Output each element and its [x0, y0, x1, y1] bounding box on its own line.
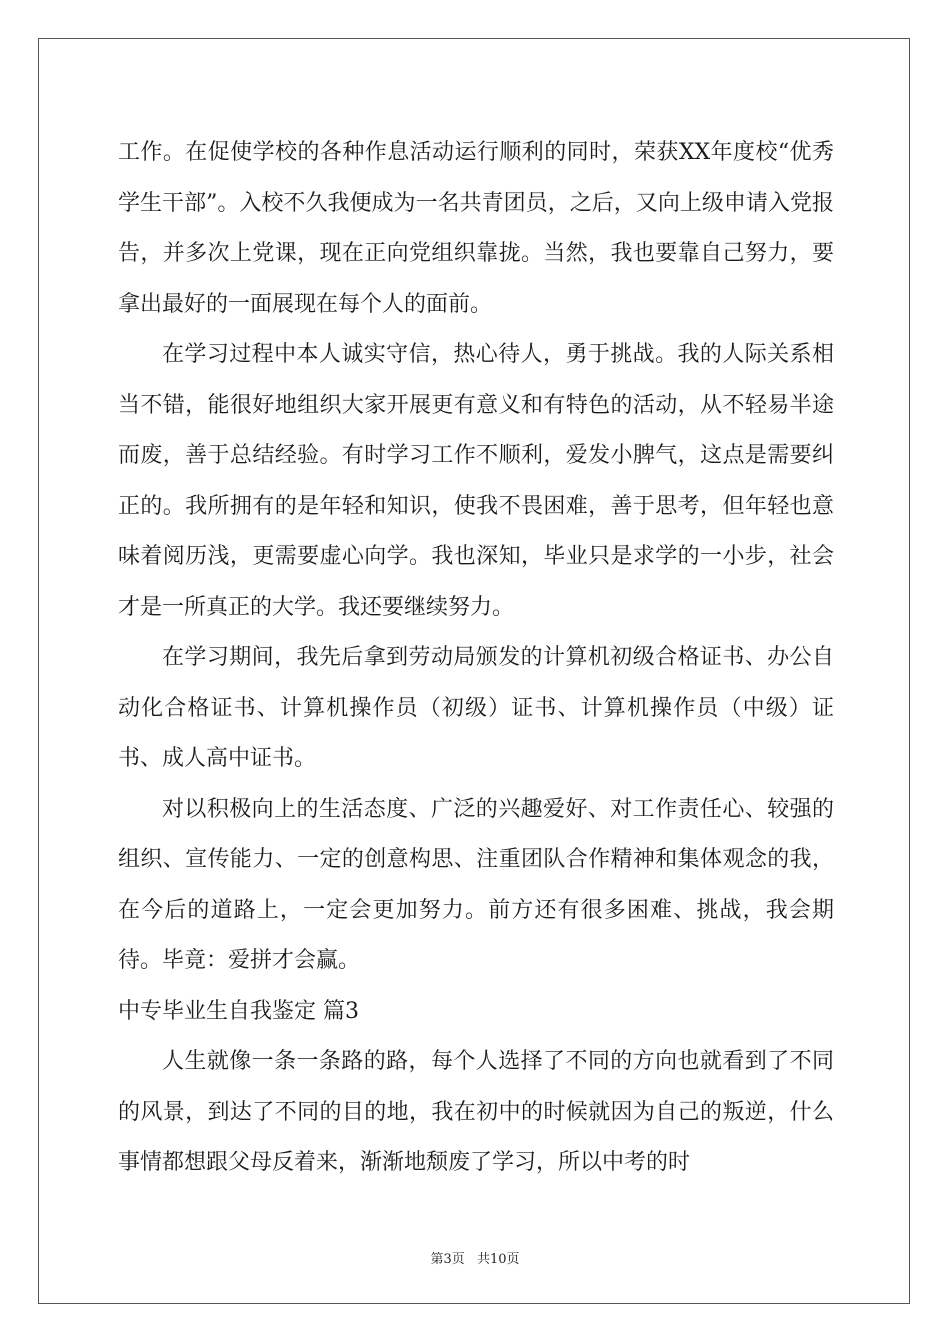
section-heading: 中专毕业生自我鉴定 篇3 [118, 998, 359, 1024]
page-total: 共10页 [476, 1252, 520, 1267]
paragraph-3: 在学习期间，我先后拿到劳动局颁发的计算机初级合格证书、办公自动化合格证书、计算机操作员（初级）证书、计算机操作员（中级）证书、成人高中证书。 [118, 645, 834, 771]
page-number: 第3页 [430, 1252, 465, 1267]
page-footer [0, 1248, 950, 1267]
section-paragraph-1: 人生就像一条一条路的路，每个人选择了不同的方向也就看到了不同的风景，到达了不同的目的地，我在初中的时候就因为自己的叛逆，什么事情都想跟父母反着来，渐渐地颓废了学习，所以中考的时 [118, 1049, 834, 1175]
paragraph-2: 在学习过程中本人诚实守信，热心待人，勇于挑战。我的人际关系相当不错，能很好地组织大家开展更有意义和有特色的活动，从不轻易半途而废，善于总结经验。有时学习工作不顺利，爱发小脾气，这点是需要纠正的。我所拥有的是年轻和知识，使我不畏困难，善于思考，但年轻也意味着阅历浅，更需要虚心向学。我也深知，毕业只是求学的一小步，社会才是一所真正的大学。我还要继续努力。 [118, 342, 834, 620]
paragraph-1: 工作。在促使学校的各种作息活动运行顺利的同时，荣获XX年度校“优秀学生干部”。入校不久我便成为一名共青团员，之后，又向上级申请入党报告，并多次上党课，现在正向党组织靠拢。当然，我也要靠自己努力，要拿出最好的一面展现在每个人的面前。 [118, 140, 834, 317]
document-body [118, 128, 834, 1189]
paragraph-4: 对以积极向上的生活态度、广泛的兴趣爱好、对工作责任心、较强的组织、宣传能力、一定的创意构思、注重团队合作精神和集体观念的我，在今后的道路上，一定会更加努力。前方还有很多困难、挑战，我会期待。毕竟：爱拼才会赢。 [118, 796, 834, 973]
